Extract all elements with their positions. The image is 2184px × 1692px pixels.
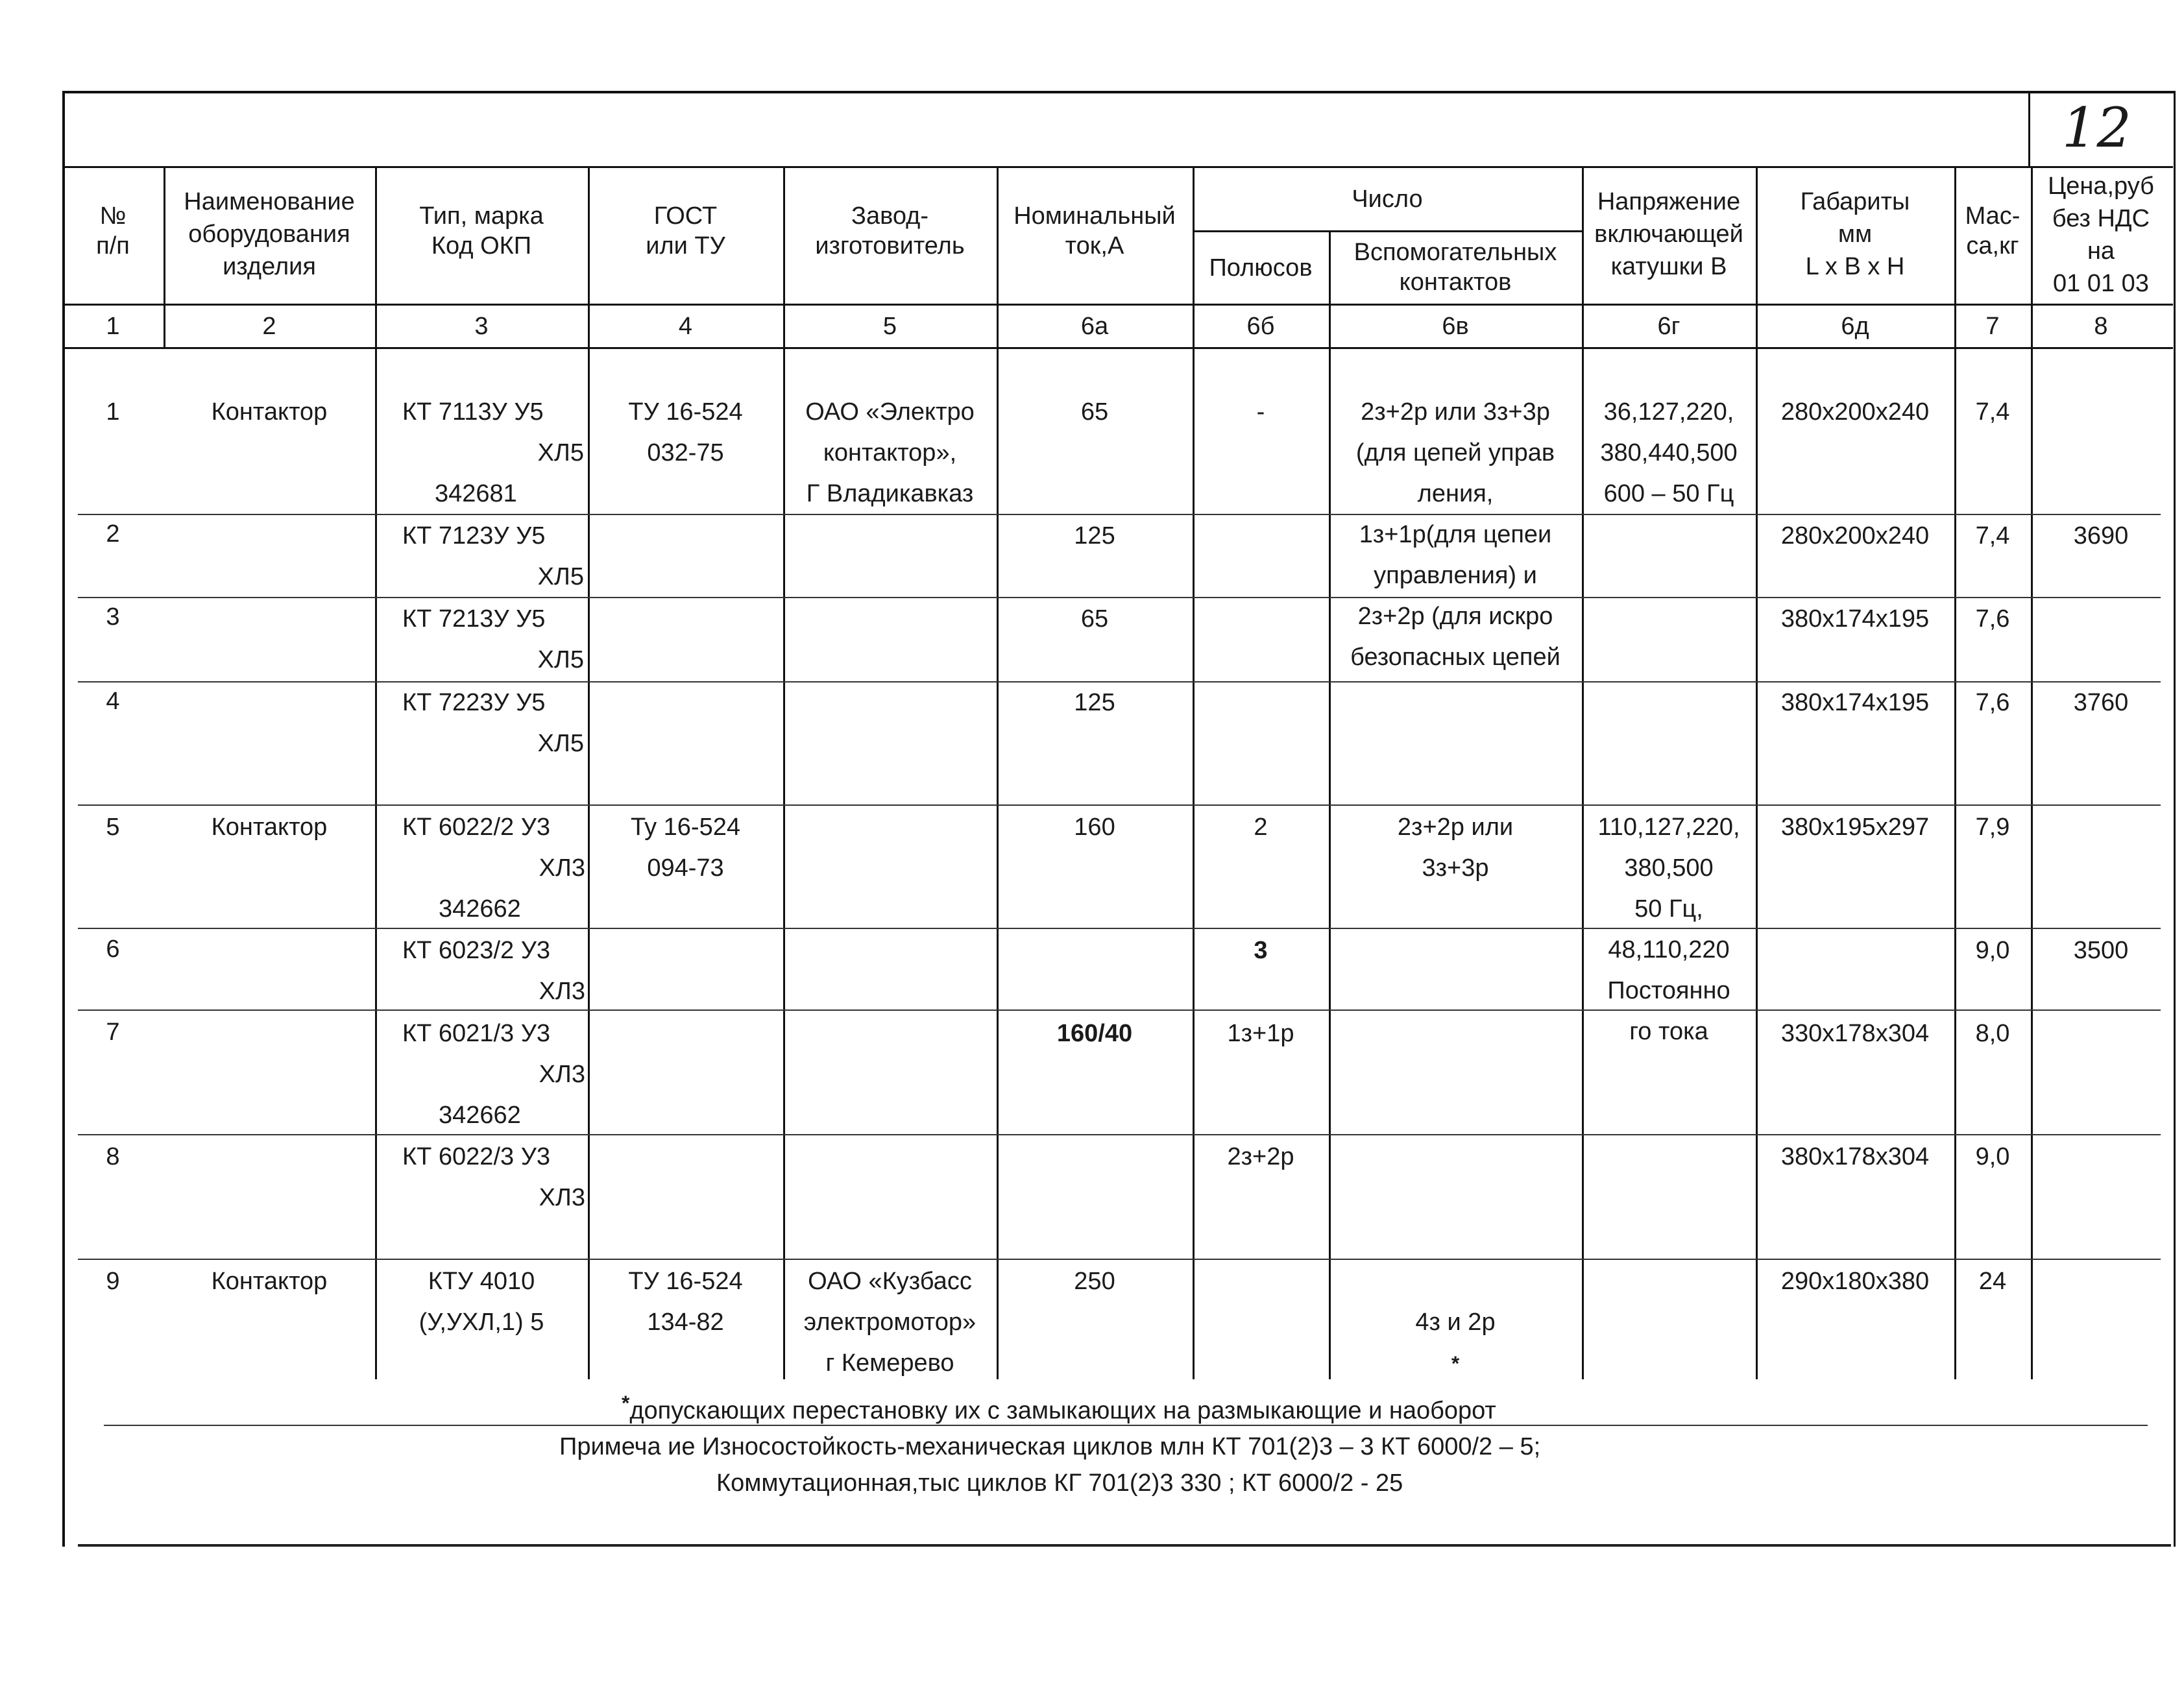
col-divider [1756, 166, 1758, 1379]
type-code: КТ 6023/2 У3 [402, 937, 550, 964]
col-number: 4 [678, 313, 693, 340]
current: 160/40 [1056, 1020, 1133, 1047]
col-number: 6б [1246, 313, 1275, 340]
type-code: КТУ 4010 (У,УХЛ,1) 5 [419, 1268, 544, 1336]
current: 125 [1074, 689, 1115, 716]
poles: 3 [1254, 937, 1268, 964]
price: 3690 [2073, 522, 2129, 550]
poles: 1з+1р [1227, 1020, 1294, 1047]
okp-code: 342662 [439, 895, 521, 923]
mass: 9,0 [1975, 937, 2010, 964]
header-name: Наименование оборудования изделия [184, 188, 355, 280]
header-gost: ГОСТ или ТУ [646, 202, 725, 260]
row-separator [78, 1009, 2161, 1011]
aux-contacts: 2з+2р или 3з+3р [1397, 814, 1514, 882]
header-zavod: Завод- изготовитель [815, 202, 965, 260]
mass: 24 [1978, 1268, 2007, 1295]
type-climate: ХЛ5 [537, 563, 584, 590]
current: 65 [1080, 398, 1109, 426]
poles: 2 [1254, 814, 1268, 841]
row-number: 2 [106, 520, 120, 548]
row-number: 9 [106, 1268, 120, 1295]
type-code: КТ 7213У У5 [402, 605, 546, 633]
col-number: 6г [1657, 313, 1680, 340]
header-aux: Вспомогательных контактов [1353, 239, 1557, 296]
type-climate: ХЛ3 [539, 854, 585, 882]
row-separator [78, 597, 2161, 598]
chislo-sub-rule [1193, 230, 1582, 232]
header-dimensions: Габариты мм L x B x H [1800, 188, 1910, 280]
note-line-2: Коммутационная,тыс циклов КГ 701(2)3 330 ; КТ 6000/2 - 25 [716, 1469, 1403, 1497]
col-divider [783, 166, 785, 1379]
header-mass: Мас- са,кг [1965, 202, 2020, 260]
equipment-name: Контактор [211, 814, 328, 841]
type-code: КТ 6022/3 У3 [402, 1143, 550, 1170]
row-separator [78, 514, 2161, 515]
header-num: № п/п [96, 202, 130, 260]
col-number: 5 [882, 313, 897, 340]
poles: - [1256, 398, 1265, 426]
current: 65 [1080, 605, 1109, 633]
row-separator [78, 1134, 2161, 1135]
current: 125 [1074, 522, 1115, 550]
current: 160 [1074, 814, 1115, 841]
coil-voltage: 36,127,220, 380,440,500 600 – 50 Гц [1600, 398, 1738, 507]
row-number: 8 [106, 1143, 120, 1170]
header-current: Номинальный ток,А [1013, 202, 1176, 260]
row-number: 1 [106, 398, 120, 426]
gost-ref: ТУ 16-524 032-75 [628, 398, 743, 466]
type-climate: ХЛ5 [537, 439, 584, 466]
row-separator [78, 1259, 2161, 1260]
price: 3760 [2073, 689, 2129, 716]
dimensions: 380х178х304 [1780, 1143, 1930, 1170]
mass: 9,0 [1975, 1143, 2010, 1170]
aux-contacts: 2з+2р или 3з+3р (для цепей управ ления, 1з+1р(для цепеи управления) и 2з+2р (для искро безопасных цепей [1350, 398, 1560, 671]
page-number: 12 [2062, 96, 2131, 160]
dimensions: 280х200х240 [1780, 398, 1930, 426]
dimensions: 330х178х304 [1780, 1020, 1930, 1047]
type-code: КТ 6021/3 У3 [402, 1020, 550, 1047]
dimensions: 380х174х195 [1780, 605, 1930, 633]
mass: 7,4 [1975, 522, 2010, 550]
type-climate: ХЛ3 [539, 978, 585, 1005]
footnote-mark: * [622, 1391, 630, 1414]
type-climate: ХЛ5 [537, 646, 584, 673]
aux-contacts [1329, 1261, 1582, 1392]
type-code: КТ 6022/2 У3 [402, 814, 550, 841]
header-chislo: Число [1352, 186, 1423, 213]
dimensions: 380х195х297 [1780, 814, 1930, 841]
type-climate: ХЛ3 [539, 1184, 585, 1211]
asterisk-mark: * [1451, 1351, 1460, 1375]
dimensions: 380х174х195 [1780, 689, 1930, 716]
header-price: Цена,руб без НДС на 01 01 03 [2048, 173, 2154, 297]
type-code: КТ 7113У У5 [402, 398, 544, 426]
col-number: 1 [106, 313, 120, 340]
note-line-1: Примеча ие Износостойкость-механическая циклов млн КТ 701(2)3 – 3 КТ 6000/2 – 5; [559, 1433, 1541, 1460]
poles: 2з+2р [1227, 1143, 1294, 1170]
mass: 7,4 [1975, 398, 2010, 426]
okp-code: 342662 [439, 1102, 521, 1129]
dimensions: 280х200х240 [1780, 522, 1930, 550]
row-number: 7 [106, 1019, 120, 1046]
col-number: 6а [1080, 313, 1109, 340]
current: 250 [1074, 1268, 1115, 1295]
col-number: 6д [1841, 313, 1869, 340]
header-voltage: Напряжение включающей катушки В [1594, 188, 1743, 280]
mass: 7,9 [1975, 814, 2010, 841]
equipment-name: Контактор [211, 398, 328, 426]
row-number: 4 [106, 688, 120, 715]
type-climate: ХЛ3 [539, 1061, 585, 1088]
mass: 7,6 [1975, 689, 2010, 716]
manufacturer: ОАО «Кузбасс электромотор» г Кемерево [803, 1268, 977, 1377]
col-number: 6в [1442, 313, 1469, 340]
col-divider [2031, 166, 2033, 1379]
header-bottom-rule [62, 304, 2173, 306]
row-number: 3 [106, 603, 120, 631]
col-number: 2 [262, 313, 276, 340]
header-top-rule [62, 166, 2173, 168]
row-number: 5 [106, 814, 120, 841]
price: 3500 [2073, 937, 2129, 964]
okp-code: 342681 [435, 480, 517, 507]
page-number-divider [2028, 93, 2030, 166]
colnum-bottom-rule [62, 347, 2173, 349]
type-code: КТ 7223У У5 [402, 689, 546, 716]
coil-voltage: 110,127,220, 380,500 50 Гц, 48,110,220 Постоянно го тока [1597, 814, 1740, 1045]
col-divider [1193, 166, 1195, 1379]
manufacturer: ОАО «Электро контактор», Г Владикавказ [805, 398, 975, 507]
col-number: 7 [1985, 313, 2000, 340]
dimensions: 290х180х380 [1780, 1268, 1930, 1295]
footnote-text: допускающих перестановку их с замыкающих на размыкающие и наоборот [629, 1397, 1496, 1425]
col-divider [588, 166, 590, 1379]
mass: 8,0 [1975, 1020, 2010, 1047]
col-number: 3 [474, 313, 489, 340]
type-code: КТ 7123У У5 [402, 522, 546, 550]
table-bottom-border [78, 1544, 2171, 1547]
col-number: 8 [2094, 313, 2108, 340]
type-climate: ХЛ5 [537, 730, 584, 757]
col-divider [1582, 166, 1584, 1379]
gost-ref: ТУ 16-524 134-82 [628, 1268, 743, 1336]
header-poles: Полюсов [1209, 254, 1313, 282]
header-type: Тип, марка Код ОКП [419, 202, 544, 260]
row-separator [78, 928, 2161, 929]
col-divider [1954, 166, 1956, 1379]
mass: 7,6 [1975, 605, 2010, 633]
gost-ref: Ту 16-524 094-73 [631, 814, 740, 882]
row-number: 6 [106, 936, 120, 963]
footnote [622, 1387, 1496, 1427]
equipment-name: Контактор [211, 1268, 328, 1295]
row-separator [78, 804, 2161, 806]
col-divider [375, 166, 377, 1379]
col-divider [997, 166, 999, 1379]
aux-contacts-value: 4з и 2р [1415, 1309, 1496, 1336]
